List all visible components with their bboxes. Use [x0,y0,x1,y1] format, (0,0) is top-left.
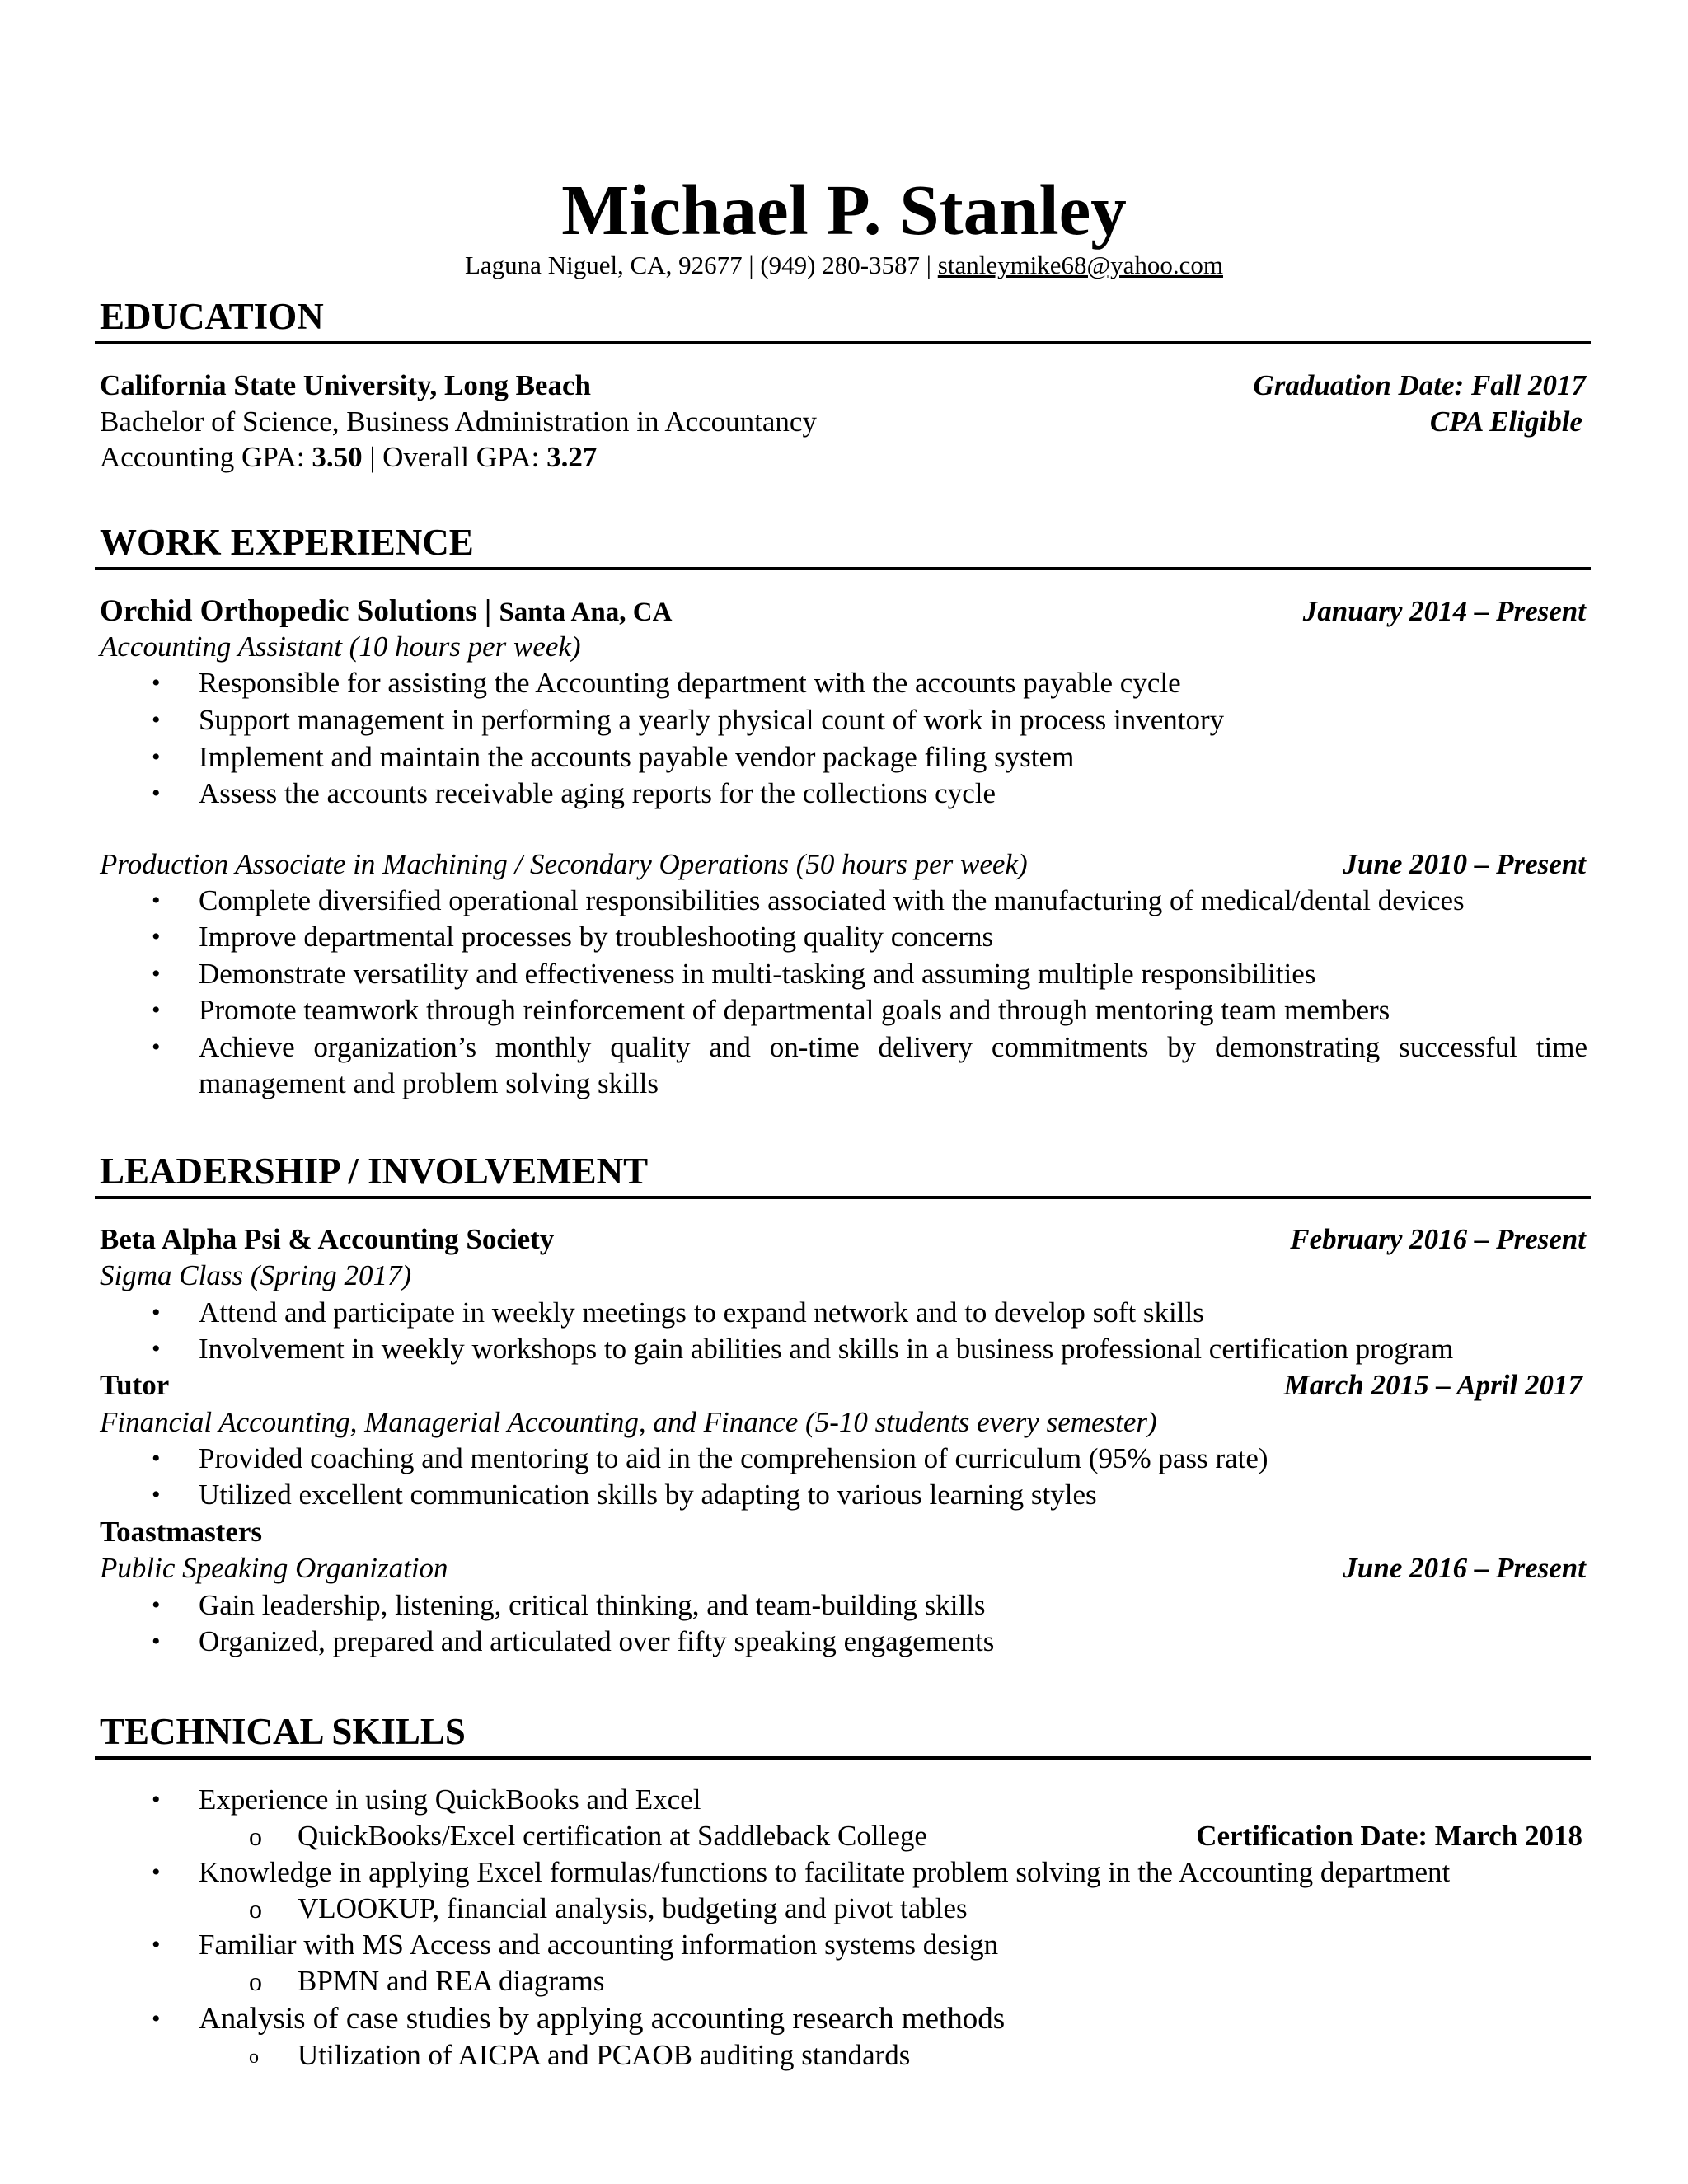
bullet-icon: • [152,996,161,1024]
list-item: Provided coaching and mentoring to aid in the comprehension of curriculum (95% pass rate) [199,1442,1268,1474]
list-item: Support management in performing a yearly physical count of work in process inventory [199,704,1225,736]
section-divider [95,341,1591,344]
org-date-3: June 2016 – Present [1343,1552,1586,1584]
gpa-label: Accounting GPA: [100,441,312,473]
bullet-icon: • [152,960,161,987]
school-name: California State University, Long Beach [100,369,591,401]
list-item: Organized, prepared and articulated over fifty speaking engagements [199,1625,995,1657]
bullet-icon: • [152,780,161,807]
org-name-2: Tutor [100,1369,170,1401]
org-role-3: Public Speaking Organization [100,1552,448,1584]
list-item: Responsible for assisting the Accounting department with the accounts payable cycle [199,667,1181,699]
company-name: Orchid Orthopedic Solutions | [100,594,499,628]
company-location: Santa Ana, CA [499,598,673,627]
org-name-1: Beta Alpha Psi & Accounting Society [100,1223,555,1255]
bullet-icon: • [152,1033,161,1061]
work-experience-heading: WORK EXPERIENCE [100,522,474,563]
job-title-1: Accounting Assistant (10 hours per week) [100,630,581,663]
sub-bullet-icon: o [249,1894,262,1924]
section-divider [95,1196,1591,1199]
sub-list-item: QuickBooks/Excel certification at Saddleback College [298,1820,927,1852]
list-item: Utilized excellent communication skills by adapting to various learning styles [199,1479,1097,1511]
gpa-separator: | Overall GPA: [362,441,547,473]
sub-list-item: BPMN and REA diagrams [298,1965,605,1997]
bullet-icon: • [152,1335,161,1362]
list-item: Involvement in weekly workshops to gain abilities and skills in a business professional certification program [199,1333,1454,1365]
org-name-3: Toastmasters [100,1516,263,1548]
gpa-line [100,439,1587,476]
education-heading: EDUCATION [100,296,324,337]
list-item: Improve departmental processes by troubleshooting quality concerns [199,921,994,953]
list-item: Promote teamwork through reinforcement of departmental goals and through mentoring team members [199,994,1390,1026]
org-role-2: Financial Accounting, Managerial Accounting, and Finance (5-10 students every semester) [100,1406,1157,1438]
org-date-2: March 2015 – April 2017 [1283,1369,1582,1401]
list-item: Assess the accounts receivable aging reports for the collections cycle [199,777,996,809]
degree: Bachelor of Science, Business Administration in Accountancy [100,405,817,438]
bullet-icon: • [152,1858,161,1886]
list-item: Gain leadership, listening, critical thinking, and team-building skills [199,1589,986,1621]
list-item: Familiar with MS Access and accounting information systems design [199,1929,999,1961]
section-divider [95,567,1591,570]
bullet-icon: • [152,1481,161,1508]
graduation-date: Graduation Date: Fall 2017 [1253,369,1586,401]
bullet-icon: • [152,1931,161,1958]
overall-gpa: 3.27 [546,441,598,473]
job-date-1: January 2014 – Present [1302,595,1586,627]
bullet-icon: • [152,669,161,696]
bullet-icon: • [152,1786,161,1813]
bullet-icon: • [152,743,161,771]
sub-list-item: Utilization of AICPA and PCAOB auditing standards [298,2039,911,2071]
list-item: Implement and maintain the accounts payable vendor package filing system [199,741,1075,773]
list-item: Experience in using QuickBooks and Excel [199,1783,701,1816]
accounting-gpa: 3.50 [312,441,363,473]
contact-line [0,249,1688,282]
bullet-icon: • [152,1628,161,1655]
list-item: Achieve organization’s monthly quality and on-time delivery commitments by demonstrating successful time management and problem solving skills [199,1031,1587,1099]
org-date-1: February 2016 – Present [1290,1223,1586,1255]
bullet-icon: • [152,1591,161,1619]
job-date-2: June 2010 – Present [1343,848,1586,880]
sub-bullet-icon: o [249,1966,262,1996]
sub-list-item: VLOOKUP, financial analysis, budgeting and pivot tables [298,1892,968,1924]
list-item: Attend and participate in weekly meetings to expand network and to develop soft skills [199,1296,1204,1329]
bullet-icon: • [152,1445,161,1472]
candidate-name: Michael P. Stanley [561,170,1127,250]
org-role-1: Sigma Class (Spring 2017) [100,1259,412,1291]
job-title-2: Production Associate in Machining / Secondary Operations (50 hours per week) [100,848,1028,880]
bullet-icon: • [152,1299,161,1326]
leadership-heading: LEADERSHIP / INVOLVEMENT [100,1151,649,1192]
list-item: Analysis of case studies by applying accounting research methods [199,2002,1006,2036]
section-divider [95,1756,1591,1760]
email-link[interactable]: stanleymike68@yahoo.com [937,251,1223,279]
bullet-icon: • [152,923,161,950]
bullet-icon: • [152,887,161,914]
list-item: Knowledge in applying Excel formulas/functions to facilitate problem solving in the Accounting department [199,1856,1451,1888]
sub-bullet-icon: o [249,1821,262,1851]
technical-skills-heading: TECHNICAL SKILLS [100,1711,466,1752]
list-item: Demonstrate versatility and effectiveness in multi-tasking and assuming multiple responsibilities [199,958,1316,990]
sub-bullet-icon: o [249,2046,259,2068]
contact-details: Laguna Niguel, CA, 92677 | (949) 280-3587 | [464,251,938,279]
list-item: Complete diversified operational responsibilities associated with the manufacturing of medical/dental devices [199,884,1465,916]
certification-date: Certification Date: March 2018 [1196,1820,1582,1852]
cpa-eligible: CPA Eligible [1429,405,1582,438]
bullet-icon: • [152,706,161,733]
bullet-icon: • [152,2005,161,2032]
